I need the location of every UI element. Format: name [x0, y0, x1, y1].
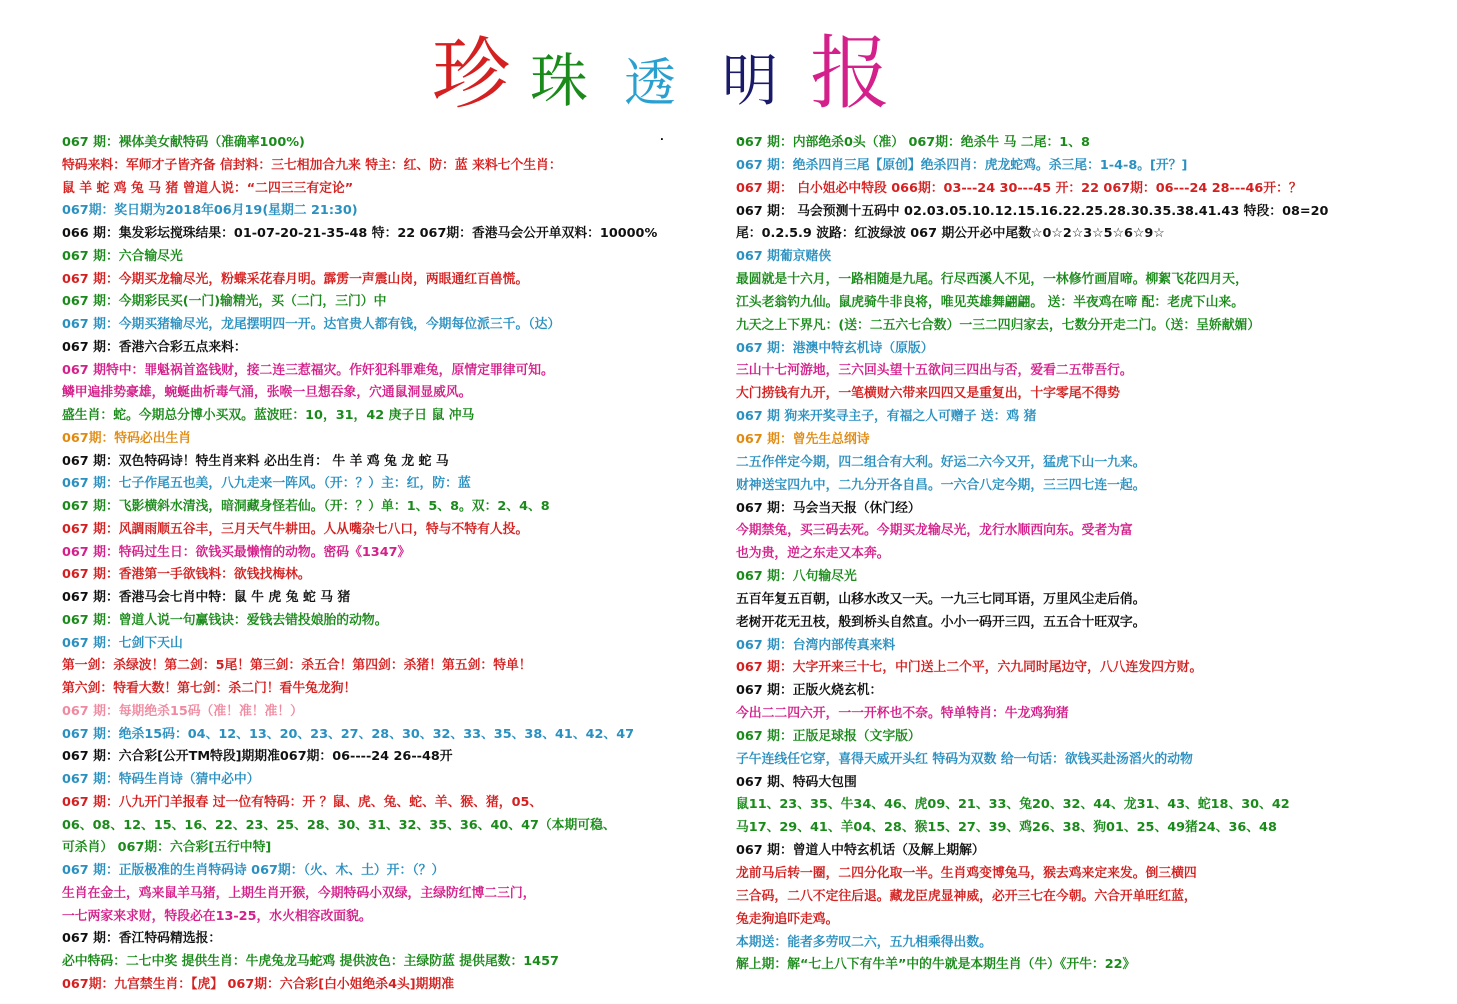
right-column-line: 二五作伴定今期，四二组合有大利。好运二六今又开，猛虎下山一九来。 [736, 454, 1146, 470]
left-column-line: 可杀肖） 067期：六合彩[五行中特] [62, 840, 272, 856]
left-column-line: 第一剑：杀绿波！第二剑：5尾！第三剑：杀五合！第四剑：杀猪！第五剑：特单！ [62, 658, 532, 674]
left-column-line: 盛生肖：蛇。今期总分博小买双。蓝波旺：10，31，42 庚子日 鼠 冲马 [62, 408, 475, 423]
left-column-line: 067 期：香港第一手欲钱料：欲钱找梅林。 [62, 567, 311, 583]
left-column-line: 第六剑：特看大数！第七剑：杀二门！看牛兔龙狗！ [62, 681, 357, 696]
left-column-line: 067期：九宫禁生肖：【虎】 067期：六合彩[白小姐绝杀4头]期期准 [62, 976, 455, 992]
title-char-4: 明 [722, 49, 778, 114]
right-column-line: 今期禁兔，买三码去死。今期买龙输尽光，龙行水顺西向东。受者为富 [736, 523, 1133, 539]
right-column-line: 067 期：曾道人中特玄机话（及解上期解） [736, 843, 985, 859]
right-column-line: 067 期葡京赌侠 [736, 249, 832, 265]
left-column [62, 132, 732, 997]
left-column-line: 鼠 羊 蛇 鸡 兔 马 猪 曾道人说：“二四三三有定论” [62, 180, 354, 196]
left-column-line: 067 期：今期彩民买(一门)输精光，买（二门，三门）中 [62, 294, 387, 310]
left-column-line: 必中特码：二七中奖 提供生肖：牛虎兔龙马蛇鸡 提供波色：主绿防蓝 提供尾数：1457 [62, 954, 559, 969]
title-char-2: 珠 [530, 47, 589, 115]
title-char-1: 珍 [432, 30, 511, 120]
right-column-line: 鼠11、23、35、牛34、46、虎09、21、33、兔20、32、44、龙31、43、蛇18、30、42 [736, 797, 1290, 813]
left-column-line: 特码来料：军师才子皆齐备 信封料：三七相加合九来 特主：红、防：蓝 来料七个生肖： [62, 157, 562, 173]
right-column-line: 067 期：台湾内部传真来料 [736, 637, 896, 653]
left-column-line: 067 期：特码过生日：欲钱买最懒惰的动物。密码《1347》 [62, 544, 411, 560]
left-column-line: 067期：特码必出生肖 [62, 430, 192, 446]
right-column-line: 067 期：正版火烧玄机： [736, 683, 883, 699]
left-column-line: 067期：奖日期为2018年06月19(星期二 21:30) [62, 203, 358, 219]
left-column-line: 067 期特中：罪魁祸首盗钱财，接二连三惹福灾。作奸犯科罪难兔，原情定罪律可知。 [62, 362, 554, 378]
left-column-line: 067 期：风調雨顺五谷丰，三月天气牛耕田。人从嘴杂七八口，特与不特有人投。 [62, 521, 529, 537]
left-column-line: 067 期：每期绝杀15码（准！准！准！） [62, 703, 303, 719]
right-column-line: 067 期：港澳中特玄机诗（原版） [736, 340, 934, 356]
right-column-line: 江头老翁钓九仙。鼠虎骑牛非良将，唯见英雄舞翩翩。 送：半夜鸡在啼 配：老虎下山来。 [736, 294, 1244, 310]
left-column-line: 鳞甲遍排势豪雄，蜿蜒曲析毒气涌，张喉一旦想吞象，穴通鼠洞显威风。 [62, 385, 472, 401]
left-column-line: 067 期：六合输尽光 [62, 248, 183, 264]
right-column-line: 067 期：八句输尽光 [736, 569, 857, 585]
left-column-line: 067 期：八九开门羊报春 过一位有特码：开 ？鼠、虎、兔、蛇、羊、猴、猪，05、 [62, 794, 543, 810]
right-column-line: 大门捞钱有九开，一笔横财六带来四四又是重复出，十字零尾不得势 [736, 386, 1120, 402]
left-column-line: 067 期：裸体美女献特码（准确率100%) [62, 135, 305, 150]
left-column-line: 066 期：集发彩坛搅珠结果：01-07-20-21-35-48 特：22 067期：香港马会公开单双料：10000% [62, 226, 658, 241]
decorative-dots: . . [660, 132, 780, 143]
right-column-line: 龙前马后转一圈，二四分化取一半。生肖鸡变博兔马，猴去鸡来定来发。倒三横四 [736, 866, 1197, 881]
left-column-line: 067 期：曾道人说一句赢钱诀：爱钱去错投娘胎的动物。 [62, 612, 388, 628]
left-column-line: 067 期：绝杀15码：04、12、13、20、23、27、28、30、32、33、35、38、41、42、47 [62, 726, 635, 742]
right-column-line: 九天之上下界凡：(送：二五六七合数）一三二四归家去，七数分开走二门。（送：呈娇献媚） [736, 317, 1261, 333]
left-column-line: 067 期：七子作尾五也美，八九走来一阵风。（开：？）主：红，防：蓝 [62, 476, 471, 492]
left-column-line: 067 期：今期买龙输尽光，粉蝶采花春月明。霹雳一声震山岗，两眼通红百兽慌。 [62, 271, 529, 287]
right-column-line: 马17、29、41、羊04、28、猴15、27、39、鸡26、38、狗01、25、49猪24、36、48 [736, 820, 1277, 836]
right-column-line: 067 期：绝杀四肖三尾【原创】绝杀四肖：虎龙蛇鸡。杀三尾：1-4-8。[开？] [736, 157, 1188, 173]
right-column-line: 最圆就是十六月，一路相随是九尾。行尽西溪人不见，一林修竹画眉啼。柳絮飞花四月天， [736, 272, 1248, 288]
right-column-line: 也为贵，逆之东走又本奔。 [736, 546, 890, 562]
right-column-line: 三山十七河游地，三六回头望十五欲问三四出与否，爱看二五带吾行。 [736, 363, 1133, 379]
right-column-line: 尾：0.2.5.9 波路：红波绿波 067 期公开必中尾数☆0☆2☆3☆5☆6☆9☆ [736, 226, 1165, 242]
right-column-line: 067 期、特码大包围 [736, 774, 857, 790]
right-column-line: 财神送宝四九中，二九分开各自昌。一六合八定今期，三三四七连一起。 [736, 477, 1146, 493]
right-column-line: 三合码，二八不定往后退。藏龙臣虎显神威，必开三七在今朝。六合开单旺红蓝， [736, 888, 1197, 904]
right-column-line: 067 期 狗来开奖寻主子，有福之人可赠子 送：鸡 猪 [736, 409, 1037, 425]
right-column-line: 067 期：大字开来三十七，中门送上二个平，六九同时尾边守，八八连发四方财。 [736, 660, 1203, 676]
left-column-line: 067 期：双色特码诗！特生肖来料 必出生肖： 牛 羊 鸡 兔 龙 蛇 马 [62, 453, 449, 469]
left-column-line: 生肖在金土，鸡来鼠羊马猪，上期生肖开猴，今期特码小双绿，主绿防红博二三门， [62, 885, 536, 901]
right-column-line: 067 期：正版足球报（文字版） [736, 728, 921, 744]
left-column-line: 067 期：六合彩[公开TM特段]期期准067期：06----24 26--48开 [62, 749, 453, 765]
left-column-line: 067 期：香港六合彩五点来料： [62, 339, 247, 355]
left-column-line: 067 期：香江特码精选报： [62, 931, 222, 947]
right-column-line: 五百年复五百朝，山移水改又一天。一九三七同耳语，万里风尘走后俏。 [736, 591, 1146, 607]
right-column-line: 老树开花无丑枝，般到桥头自然直。小小一码开三四，五五合十旺双字。 [736, 614, 1146, 630]
right-column [736, 132, 1416, 977]
right-column-line: 067 期： 白小姐必中特段 066期：03---24 30---45 开：22 067期：06---24 28---46开：？ [736, 180, 1302, 196]
left-column-line: 067 期：今期买猪输尽光，龙尾摆明四一开。达官贵人都有钱，今期每位派三千。（达） [62, 317, 561, 332]
right-column-line: 067 期：曾先生总纲诗 [736, 431, 870, 447]
left-column-line: 067 期：香港马会七肖中特：鼠 牛 虎 兔 蛇 马 猪 [62, 590, 351, 605]
left-column-line: 067 期：七剑下天山 [62, 635, 183, 651]
left-column-line: 067 期：特码生肖诗（猜中必中） [62, 772, 260, 787]
left-column-line: 067 期：飞影横斜水清浅，暗洞藏身怪若仙。（开：？）单：1、5、8。双：2、4、8 [62, 499, 550, 514]
right-column-line: 今出二二四六开，一一开杯也不奈。特单特肖：牛龙鸡狗猪 [736, 706, 1069, 722]
right-column-line: 兔走狗追吓走鸡。 [736, 911, 839, 927]
left-column-line: 一七两家来求财，特段必在13-25，水火相容改面貌。 [62, 908, 372, 924]
title-char-5: 报 [810, 27, 890, 120]
left-column-line: 06、08、12、15、16、22、23、25、28、30、31、32、35、36、40、47（本期可稳、 [62, 817, 616, 833]
right-column-line: 解上期：解“七上八下有牛羊”中的牛就是本期生肖（牛）《开牛：22》 [736, 957, 1136, 973]
page-title [0, 28, 1457, 128]
title-char-3: 透 [624, 54, 677, 114]
right-column-line: 067 期： 马会预测十五码中 02.03.05.10.12.15.16.22.25.28.30.35.38.41.43 特段：08=20 [736, 203, 1329, 219]
right-column-line: 子午连线任它穿，喜得天威开头红 特码为双数 给一句话：欲钱买赴汤滔火的动物 [736, 751, 1193, 767]
right-column-line: 067 期：内部绝杀0头（准） 067期：绝杀牛 马 二尾：1、8 [736, 135, 1090, 150]
right-column-line: 本期送：能者多劳叹二六，五九相乘得出数。 [736, 934, 992, 950]
left-column-line: 067 期：正版极准的生肖特码诗 067期：（火、木、土）开：（？） [62, 863, 445, 878]
right-column-line: 067 期：马会当天报（休门经） [736, 500, 921, 516]
